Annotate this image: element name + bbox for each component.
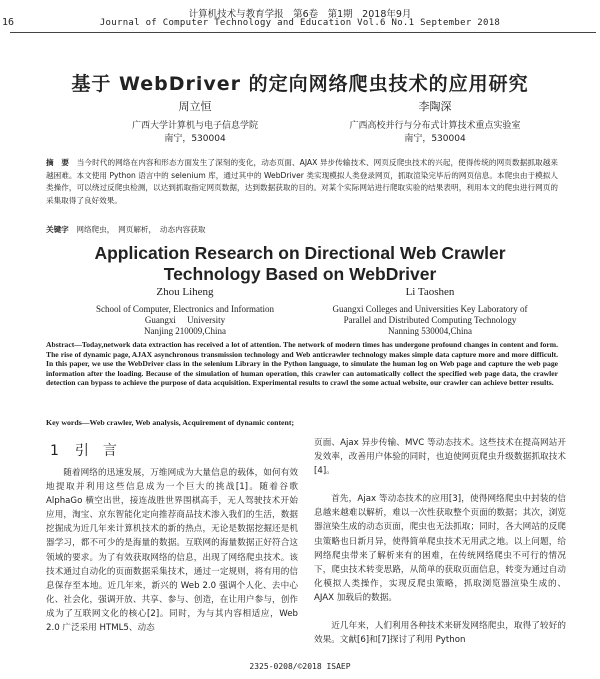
- affiliation-line: 南宁，530004: [164, 134, 226, 144]
- body-paragraph: 近几年来，人们利用各种技术来研发网络爬虫，取得了较好的效果。文献[6]和[7]探讨了利用 Python: [314, 621, 566, 646]
- keywords-label: 关键字: [46, 225, 69, 234]
- abstract-cn: [46, 157, 558, 207]
- author-block: [305, 286, 555, 337]
- running-header: [0, 4, 600, 34]
- keywords-text: 网络爬虫， 网页解析， 动态内容获取: [76, 225, 206, 234]
- section-title: 引 言: [74, 443, 117, 459]
- section-heading: [50, 440, 133, 460]
- section-number: 1: [50, 443, 59, 459]
- author-affiliation: [325, 120, 545, 146]
- author-block: [110, 98, 280, 146]
- body-paragraph: 首先，Ajax 等动态技术的应用[3]，使得网络爬虫中封装的信息越来越难以解析，难以一次性获取整个页面的数据；其次，浏览器渲染生成的动态页面，爬虫也无法抓取；同时，各大网站的反爬虫策略也日新月异，使得简单爬虫技术无用武之地。以上问题，给网络爬虫带来了解析来有的困难，在传统网络爬虫不可行的情况下，爬虫技术转变思路，从简单的获取页面信息，转变为通过自动化模拟人类操作，实现反爬虫策略，抓取浏览器渲染生成的、AJAX 加载后的数据。: [314, 494, 566, 603]
- affiliation-line: 南宁，530004: [404, 134, 466, 144]
- body-column-left: [46, 466, 298, 635]
- header-rule: [10, 32, 596, 33]
- keywords-en: [46, 418, 558, 427]
- journal-name-cn: 计算机技术与教育学报 第6卷 第1期 2018年9月: [188, 9, 412, 20]
- author-name: Zhou Liheng: [156, 286, 214, 298]
- body-paragraph: 随着网络的迅速发展，万维网成为大量信息的载体，如何有效地提取并利用这些信息成为一个巨大的挑战[1]。随着谷歌 AlphaGo 横空出世，接连战胜世界围棋高手，无人驾驶技术开始应用，淘宝、京东智能化定向推荐商品技术渗入我们的生活，数据挖掘成为近几年来计算机技术的新的热点，无论是数据挖掘还是机器学习，都不可少的是海量的数据。互联网的海量数据正好符合这领域的要求。为了有效获取网络的信息，出现了网络爬虫技术。该技术通过自动化的页面数据采集技术，通过一定规则，将有用的信息保存至本地。近几年来，新兴的 Web 2.0 强调个人化、去中心化、社会化，强调开放、共享、参与、创造，在让用户参与，创作成为了互联网文化的核心[2]。同时，为与其内容相适应，Web 2.0 广泛采用 HTML5、动态: [46, 468, 298, 634]
- author-block: [70, 286, 300, 337]
- paper-title-cn: 基于 WebDriver 的定向网络爬虫技术的应用研究: [71, 73, 529, 95]
- keywords-label: Key words: [46, 418, 82, 427]
- affiliation-line: 广西高校并行与分布式计算技术重点实验室: [349, 121, 521, 131]
- affiliation-line: 广西大学计算机与电子信息学院: [131, 121, 258, 131]
- affiliation-line: Nanning 530004,China: [388, 326, 472, 336]
- abstract-label: 摘 要: [46, 158, 70, 167]
- affiliation-line: Guangxi Colleges and Universities Key Laboratory of: [332, 304, 528, 314]
- author-affiliation: [110, 120, 280, 146]
- journal-name-en: Journal of Computer Technology and Education Vol.6 No.1 September 2018: [99, 18, 501, 28]
- body-column-right: [314, 436, 566, 647]
- affiliation-line: Parallel and Distributed Computing Technology: [343, 315, 517, 325]
- author-affiliation: [305, 304, 555, 337]
- author-affiliation: [70, 304, 300, 337]
- author-block: [325, 98, 545, 146]
- authors-cn: [0, 98, 600, 158]
- author-name: 李陶深: [418, 100, 452, 113]
- title-line: Application Research on Directional Web Crawler: [94, 243, 506, 263]
- abstract-text: 当今时代的网络在内容和形态方面发生了深刻的变化，动态页面、AJAX 异步传输技术、网页反爬虫技术的兴起，使得传统的网页数据抓取越来越困难。本文使用 Python 语言中的 selenium 库，通过其中的 WebDriver 类实现模拟人类登录网页，抓取渲染完毕后的网页信息。本爬虫由于模拟人类操作，可以绕过反爬虫检测，以达到抓取指定网页数据，达到数据获取的目的。对某个实际网站进行爬取实验的结果表明，利用本文的爬虫进行网页的采集取得了良好效果。: [46, 158, 559, 205]
- abstract-en: [46, 340, 558, 388]
- paper-title-en: [0, 243, 600, 285]
- abstract-text: —Today,network data extraction has received a lot of attention. The network of modern times has undergone profound changes in content and form. The rise of dynamic page, AJAX asynchronous transmission technology and Web anticrawler technology makes simple data capture more and more difficult. In this paper, we use the WebDriver class in the selenium Library in the Python language, to simulate the human log on Web page and capture the web page information after the loading. Because of the simulation of human operation, this crawler can automatically collect the specified web page data, the crawler detection can bypass to achieve the purpose of data acquisition. Experimental results to crawl the some actual website, our crawler can achieve better results.: [46, 340, 558, 387]
- copyright-footer: 2325-0208/©2018 ISAEP: [249, 662, 351, 671]
- affiliation-line: Nanjing 210009,China: [144, 326, 226, 336]
- author-name: 周立恒: [178, 100, 212, 113]
- keywords-cn: [46, 224, 558, 235]
- keywords-text: —Web crawler, Web analysis, Acquirement of dynamic content;: [81, 418, 295, 427]
- title-line: Technology Based on WebDriver: [163, 264, 437, 284]
- author-name: Li Taoshen: [405, 286, 455, 298]
- page-number: 16: [2, 17, 15, 28]
- affiliation-line: School of Computer, Electronics and Information: [95, 304, 275, 314]
- abstract-label: Abstract: [46, 340, 75, 349]
- body-paragraph: 页面、Ajax 异步传输、MVC 等动态技术。这些技术在提高网站开发效率，改善用户体验的同时，也迫使网页爬虫升级数据抓取技术[4]。: [314, 438, 566, 477]
- affiliation-line: Guangxi University: [144, 315, 226, 325]
- authors-en: [0, 286, 600, 336]
